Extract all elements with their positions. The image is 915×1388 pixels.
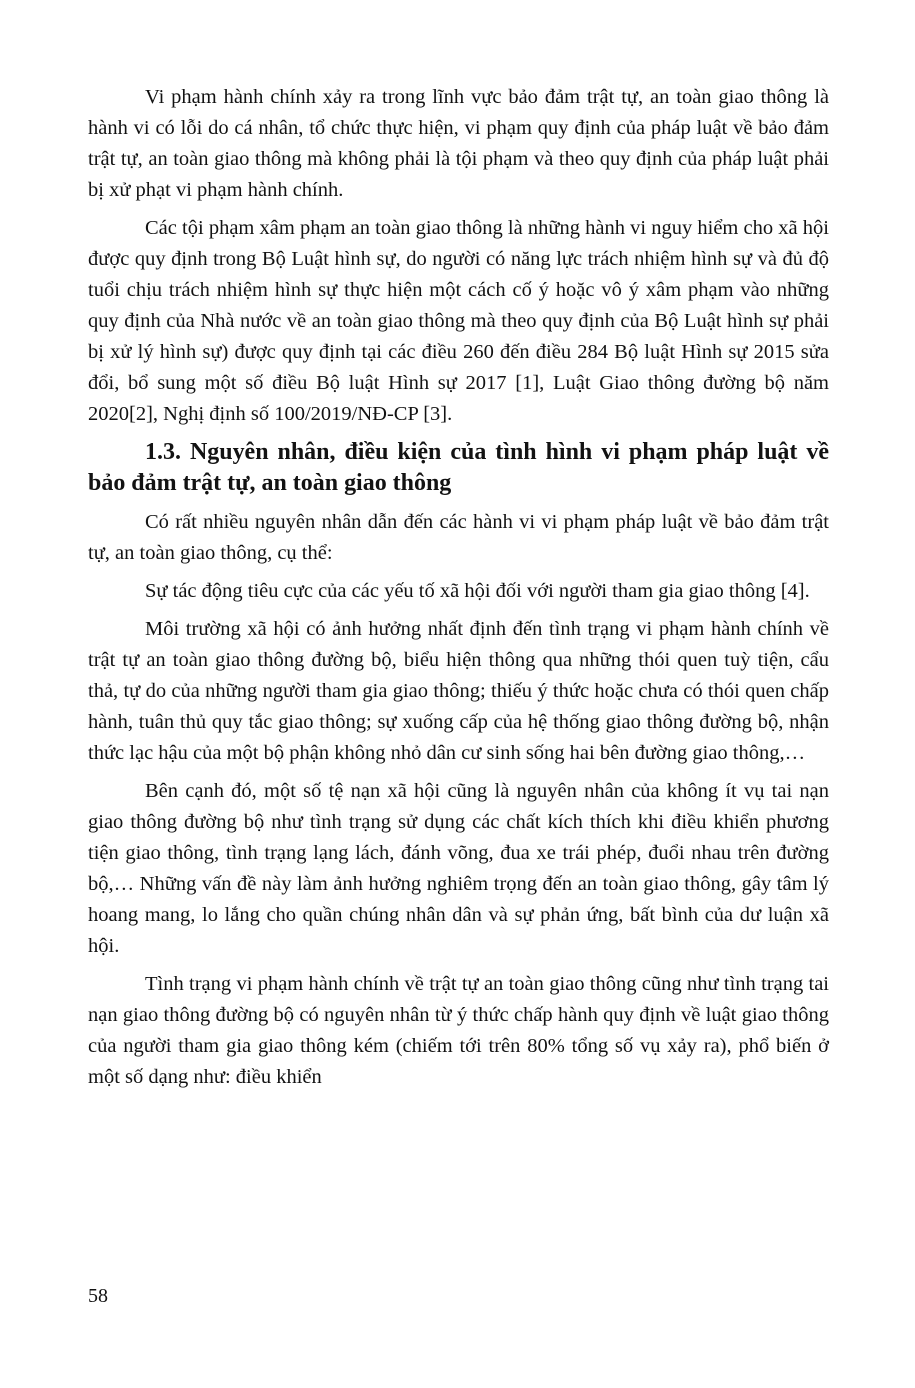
text-block [88, 82, 829, 1100]
paragraph: Có rất nhiều nguyên nhân dẫn đến các hành vi vi phạm pháp luật về bảo đảm trật tự, an toàn giao thông, cụ thể: [88, 511, 829, 564]
section-heading: 1.3. Nguyên nhân, điều kiện của tình hình vi phạm pháp luật về bảo đảm trật tự, an toàn giao thông [88, 439, 829, 496]
paragraph: Môi trường xã hội có ảnh hưởng nhất định đến tình trạng vi phạm hành chính về trật tự an toàn giao thông đường bộ, biểu hiện thông qua những thói quen tuỳ tiện, cẩu thả, tự do của những người tham gia giao thông; thiếu ý thức hoặc chưa có thói quen chấp hành, tuân thủ quy tắc giao thông; sự xuống cấp của hệ thống giao thông đường bộ, nhận thức lạc hậu của một bộ phận không nhỏ dân cư sinh sống hai bên đường giao thông,… [88, 618, 829, 764]
paragraph: Tình trạng vi phạm hành chính về trật tự an toàn giao thông cũng như tình trạng tai nạn giao thông đường bộ có nguyên nhân từ ý thức chấp hành quy định về luật giao thông của người tham gia giao thông kém (chiếm tới trên 80% tổng số vụ xảy ra), phổ biến ở một số dạng như: điều khiển [88, 973, 829, 1088]
paragraph: Vi phạm hành chính xảy ra trong lĩnh vực bảo đảm trật tự, an toàn giao thông là hành vi có lỗi do cá nhân, tổ chức thực hiện, vi phạm quy định của pháp luật về bảo đảm trật tự, an toàn giao thông mà không phải là tội phạm và theo quy định của pháp luật phải bị xử phạt vi phạm hành chính. [88, 86, 829, 201]
paragraph: Các tội phạm xâm phạm an toàn giao thông là những hành vi nguy hiểm cho xã hội được quy định trong Bộ Luật hình sự, do người có năng lực trách nhiệm hình sự và đủ độ tuổi chịu trách nhiệm hình sự thực hiện một cách cố ý hoặc vô ý xâm phạm vào những quy định của Nhà nước về an toàn giao thông mà theo quy định của Bộ Luật hình sự phải bị xử lý hình sự) được quy định tại các điều 260 đến điều 284 Bộ luật Hình sự 2015 sửa đổi, bổ sung một số điều Bộ luật Hình sự 2017 [1], Luật Giao thông đường bộ năm 2020[2], Nghị định số 100/2019/NĐ-CP [3]. [88, 217, 829, 425]
page-number: 58 [88, 1285, 108, 1307]
paragraph: Sự tác động tiêu cực của các yếu tố xã hội đối với người tham gia giao thông [4]. [145, 580, 810, 602]
paragraph: Bên cạnh đó, một số tệ nạn xã hội cũng là nguyên nhân của không ít vụ tai nạn giao thông đường bộ như tình trạng sử dụng các chất kích thích khi điều khiển phương tiện giao thông, tình trạng lạng lách, đánh võng, đua xe trái phép, đuổi nhau trên đường bộ,… Những vấn đề này làm ảnh hưởng nghiêm trọng đến an toàn giao thông, gây tâm lý hoang mang, lo lắng cho quần chúng nhân dân và sự phản ứng, bất bình của dư luận xã hội. [88, 780, 829, 957]
